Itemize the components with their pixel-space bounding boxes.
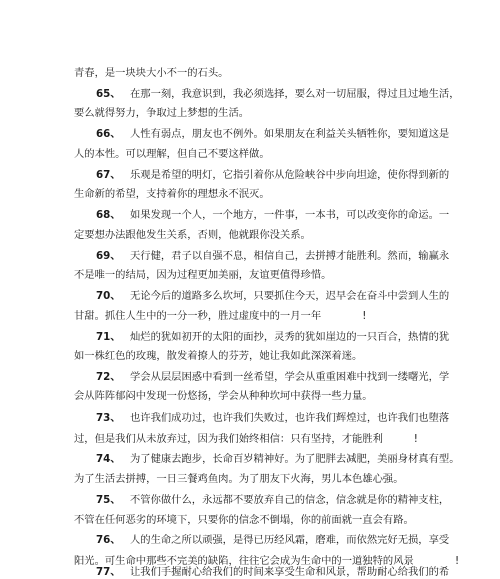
continuation-line xyxy=(74,513,460,527)
line-text: 乐观是希望的明灯，它指引着你从危险峡谷中步向坦途，使你得到新的 xyxy=(130,169,450,181)
item-number: 77、 xyxy=(96,566,121,578)
continuation-line xyxy=(74,147,460,161)
line-text: 甘甜。抓住人生中的一分一秒，胜过虚度中的一月一年 ! xyxy=(74,310,367,322)
line-text: 人的生命之所以顽强，是得已历经风霜，磨难，而依然完好无损，享受 xyxy=(130,534,450,546)
line-text: 要么就得努力，争取过上梦想的生活。 xyxy=(74,107,250,119)
continuation-line xyxy=(74,66,460,80)
item-number: 72、 xyxy=(96,371,121,383)
line-text: 天行健，君子以自强不息，相信自己，去拼搏才能胜利。然而，输赢永 xyxy=(130,250,450,262)
line-text: 在那一刻，我意识到，我必须选择，要么对一切屈服，得过且过地生活， xyxy=(130,88,460,100)
numbered-line xyxy=(96,493,460,507)
line-text: 灿烂的犹如初开的太阳的面抄，灵秀的犹如崖边的一只百合，热情的犹 xyxy=(130,331,450,343)
item-number: 73、 xyxy=(96,412,121,424)
item-number: 76、 xyxy=(96,534,121,546)
numbered-line xyxy=(96,168,460,182)
line-text: 无论今后的道路多么坎坷，只要抓住今天，迟早会在奋斗中尝到人生的 xyxy=(130,290,450,302)
line-text: 生命新的希望，支持着你的理想永不泯灭。 xyxy=(74,188,270,200)
item-number: 69、 xyxy=(96,250,121,262)
continuation-line xyxy=(74,472,460,486)
line-text: 让我们手握耐心给我们的时间来享受生命和风景，帮助耐心给我们的希 xyxy=(130,566,450,578)
numbered-line xyxy=(96,533,460,547)
item-number: 66、 xyxy=(96,128,121,140)
item-number: 75、 xyxy=(96,494,121,506)
line-text: 如果发现一个人，一个地方，一件事，一本书，可以改变你的命运。一 xyxy=(130,209,450,221)
line-text: 会从阵阵郁闷中发现一份悠扬，学会从种种坎坷中获得一些力量。 xyxy=(74,390,373,402)
line-text: 不管在任何恶劣的环境下，只要你的信念不倒塌，你的前面就一直会有路。 xyxy=(74,514,414,526)
item-number: 70、 xyxy=(96,290,121,302)
line-text: 不管你做什么，永远都不要放弃自己的信念，信念就是你的精神支柱， xyxy=(130,494,450,506)
line-text: 定要想办法跟他发生关系，否则，他就跟你没关系。 xyxy=(74,229,311,241)
continuation-line xyxy=(74,432,460,446)
line-text: 人的本性。可以理解，但自己不要这样做。 xyxy=(74,148,270,160)
continuation-line xyxy=(74,187,460,201)
continuation-line xyxy=(74,389,460,403)
line-text: 为了健康去跑步，长命百岁精神好。为了肥胖去减肥，美丽身材真有型。 xyxy=(130,453,460,465)
item-number: 67、 xyxy=(96,169,121,181)
continuation-line xyxy=(74,309,460,323)
item-number: 68、 xyxy=(96,209,121,221)
numbered-line xyxy=(96,249,460,263)
line-text: 过，但是我们从未放弃过，因为我们始终相信：只有坚持，才能胜利 ! xyxy=(74,433,418,445)
numbered-line xyxy=(96,411,460,425)
continuation-line xyxy=(74,349,460,363)
continuation-line xyxy=(74,228,460,242)
numbered-line xyxy=(96,87,460,101)
line-text: 不是唯一的结局，因为过程更加美丽，友谊更值得珍惜。 xyxy=(74,269,332,281)
numbered-line xyxy=(96,330,460,344)
numbered-line xyxy=(96,208,460,222)
continuation-line xyxy=(74,268,460,282)
line-text: 阳光。可生命中那些不完美的缺陷，往往它会成为生命中的一道独特的风景 ! xyxy=(74,555,460,567)
numbered-line xyxy=(96,289,460,303)
line-text: 也许我们成功过，也许我们失败过，也许我们辉煌过，也许我们也堕落 xyxy=(130,412,450,424)
line-text: 青春，是一块块大小不一的石头。 xyxy=(74,67,229,79)
numbered-line xyxy=(96,370,460,384)
line-text: 学会从层层困惑中看到一丝希望，学会从重重困难中找到一缕曙光，学 xyxy=(130,371,450,383)
continuation-line xyxy=(74,106,460,120)
numbered-line xyxy=(96,452,460,466)
line-text: 人性有弱点，朋友也不例外。如果朋友在利益关头牺牲你，要知道这是 xyxy=(130,128,450,140)
item-number: 74、 xyxy=(96,453,121,465)
numbered-line xyxy=(96,127,460,141)
item-number: 71、 xyxy=(96,331,121,343)
item-number: 65、 xyxy=(96,88,121,100)
numbered-line xyxy=(96,565,460,579)
line-text: 如一株红色的玫瑰，散发着撩人的芬芳，她让我如此深深着迷。 xyxy=(74,350,363,362)
line-text: 为了生活去拼搏，一日三餐鸡鱼肉。为了朋友下火海，男儿本色雄心强。 xyxy=(74,473,404,485)
